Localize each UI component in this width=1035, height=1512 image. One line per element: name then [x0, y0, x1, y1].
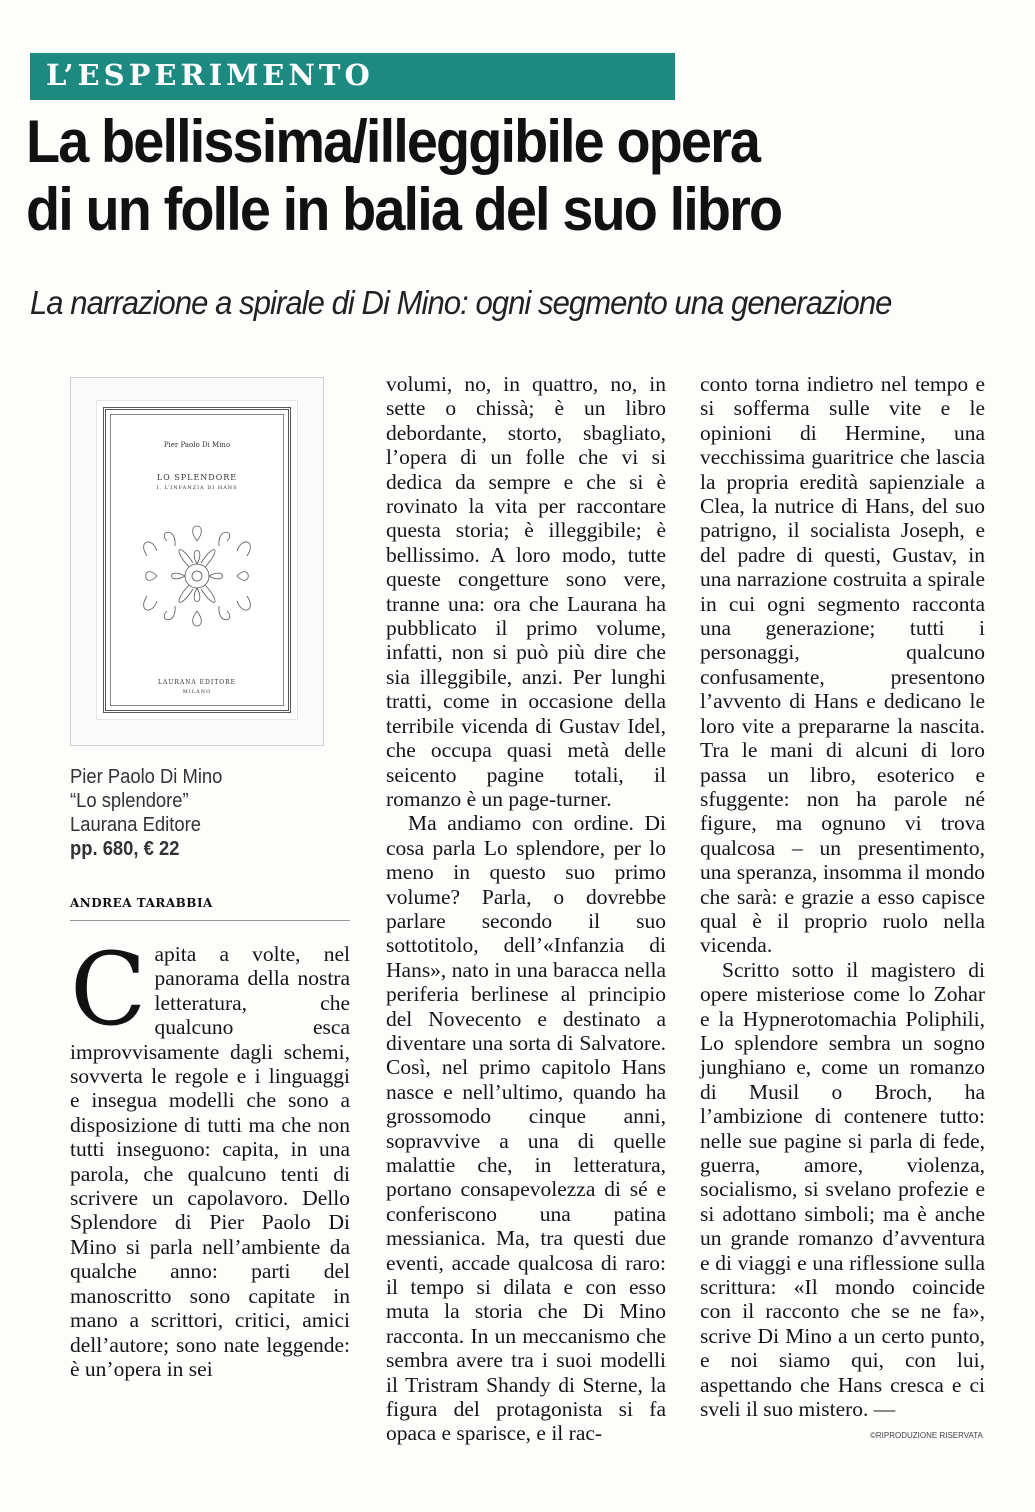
headline-line-1: La bellissima/illeggibile opera [26, 108, 760, 175]
book-cover-image [70, 377, 324, 746]
article-column-2 [386, 372, 666, 1446]
subheadline: La narrazione a spirale di Di Mino: ogni segmento una generazione [30, 284, 892, 321]
copyright-notice: ©RIPRODUZIONE RISERVATA [870, 1431, 983, 1440]
article-column-3 [700, 372, 985, 1421]
byline: ANDREA TARABBIA [70, 896, 213, 910]
article-paragraph: conto torna indietro nel tempo e si sofferma sulle vite e le opinioni di Hermine, una vecchissima guaritrice che lascia la propria eredità sapienziale a Clea, la nutrice di Hans, del suo patrigno, il socialista Joseph, e del padre di questi, Gustav, in una narrazione costruita a spirale in cui ogni segmento racconta una generazione; tutti i personaggi, qualcuno confusamente, presentono l’avvento di Hans e dedicano le loro vite a prepararne la nascita. Tra le mani di alcuni di loro passa un libro, esoterico e sfuggente: non ha parole né figure, ma ognuno vi trova qualcosa – un presentimento, una speranza, insomma il mondo che sarà: e grazie a esso capisce qual è il proprio ruolo nella vicenda. [700, 372, 985, 958]
section-kicker [30, 53, 675, 100]
cover-flower-illustration [127, 501, 267, 651]
book-details: pp. 680, € 22 [70, 838, 180, 860]
article-paragraph: volumi, no, in quattro, no, in sette o chissà; è un libro debordante, storto, sbagliato, l’opera di un folle che vi si dedica da sempre e che si è rovinato la vita per raccontare questa storia; è illeggibile; è bellissimo. A loro modo, tutte queste congetture sono vere, tranne una: ora che Laurana ha pubblicato il primo volume, infatti, non si può più dire che sia illeggibile, anzi. Per lunghi tratti, come in occasione della terribile vicenda di Gustav Idel, che occupa quasi metà delle seicento pagine totali, il romanzo è un page-turner. [386, 372, 666, 811]
book-publisher: Laurana Editore [70, 814, 201, 836]
cover-author: Pier Paolo Di Mino [163, 441, 231, 449]
cover-subtitle: I. L’INFANZIA DI HANS [156, 485, 238, 491]
headline [26, 108, 947, 244]
drop-cap: C [70, 931, 147, 1048]
byline-divider [70, 920, 350, 921]
cover-publisher: LAURANA EDITORE [157, 679, 237, 686]
book-cover [96, 400, 298, 720]
kicker-label: L’ESPERIMENTO [46, 58, 374, 92]
article-column-1 [70, 931, 350, 1381]
article-paragraph: Scritto sotto il magistero di opere misteriose come lo Zohar e la Hypnerotomachia Poliphili, Lo splendore sembra un sogno junghiano e, come un romanzo di Musil o Broch, ha l’ambizione di contenere tutto: nelle sue pagine si parla di fede, guerra, amore, violenza, socialismo, si svelano profezie e si adottano simboli; ma è anche un grande romanzo d’avventura e di viaggi e una riflessione sulla scrittura: «Il mondo coincide con il racconto che se ne fa», scrive Di Mino a un certo punto, e noi siamo qui, con lui, aspettando che Hans cresca e ci sveli il suo mistero. — [700, 957, 985, 1422]
article-paragraph: Ma andiamo con ordine. Di cosa parla Lo splendore, per lo meno in questo suo primo volume? Parla, o dovrebbe parlare secondo il suo sottotitolo, dell’«Infanzia di Hans», nato in una baracca nella periferia berlinese al principio del Novecento e destinato a diventare una sorta di Salvatore. Così, nel primo capitolo Hans nasce e nell’ultimo, quando ha grossomodo cinque anni, sopravvive a una di quelle malattie che, in letteratura, portano consapevolezza di sé e conferiscono una patina messianica. Ma, tra questi due eventi, accade qualcosa di raro: il tempo si dilata e con esso muta la storia che Di Mino racconta. In un meccanismo che sembra avere tra i suoi modelli il Tristram Shandy di Sterne, la figura del protagonista si fa opaca e sparisce, e il rac- [386, 811, 666, 1446]
headline-line-2: di un folle in balia del suo libro [26, 176, 782, 243]
book-title: “Lo splendore” [70, 790, 189, 812]
book-author: Pier Paolo Di Mino [70, 766, 223, 788]
article-paragraph: apita a volte, nel panorama della nostra letteratura, che qualcuno esca improvvisamente dagli schemi, sovverta le regole e i linguaggi e insegua modelli che sono a disposizione di tutti ma che non tutti inseguono: capita, in una parola, che qualcuno tenti di scrivere un capolavoro. Dello Splendore di Pier Paolo Di Mino si parla nell’ambiente da qualche anno: parti del manoscritto sono capitate in mano a scrittori, critici, amici dell’autore; sono nate leggende: è un’opera in sei [70, 942, 350, 1381]
book-info [70, 765, 309, 861]
cover-city: MILANO [182, 689, 212, 695]
cover-title: LO SPLENDORE [156, 473, 238, 482]
